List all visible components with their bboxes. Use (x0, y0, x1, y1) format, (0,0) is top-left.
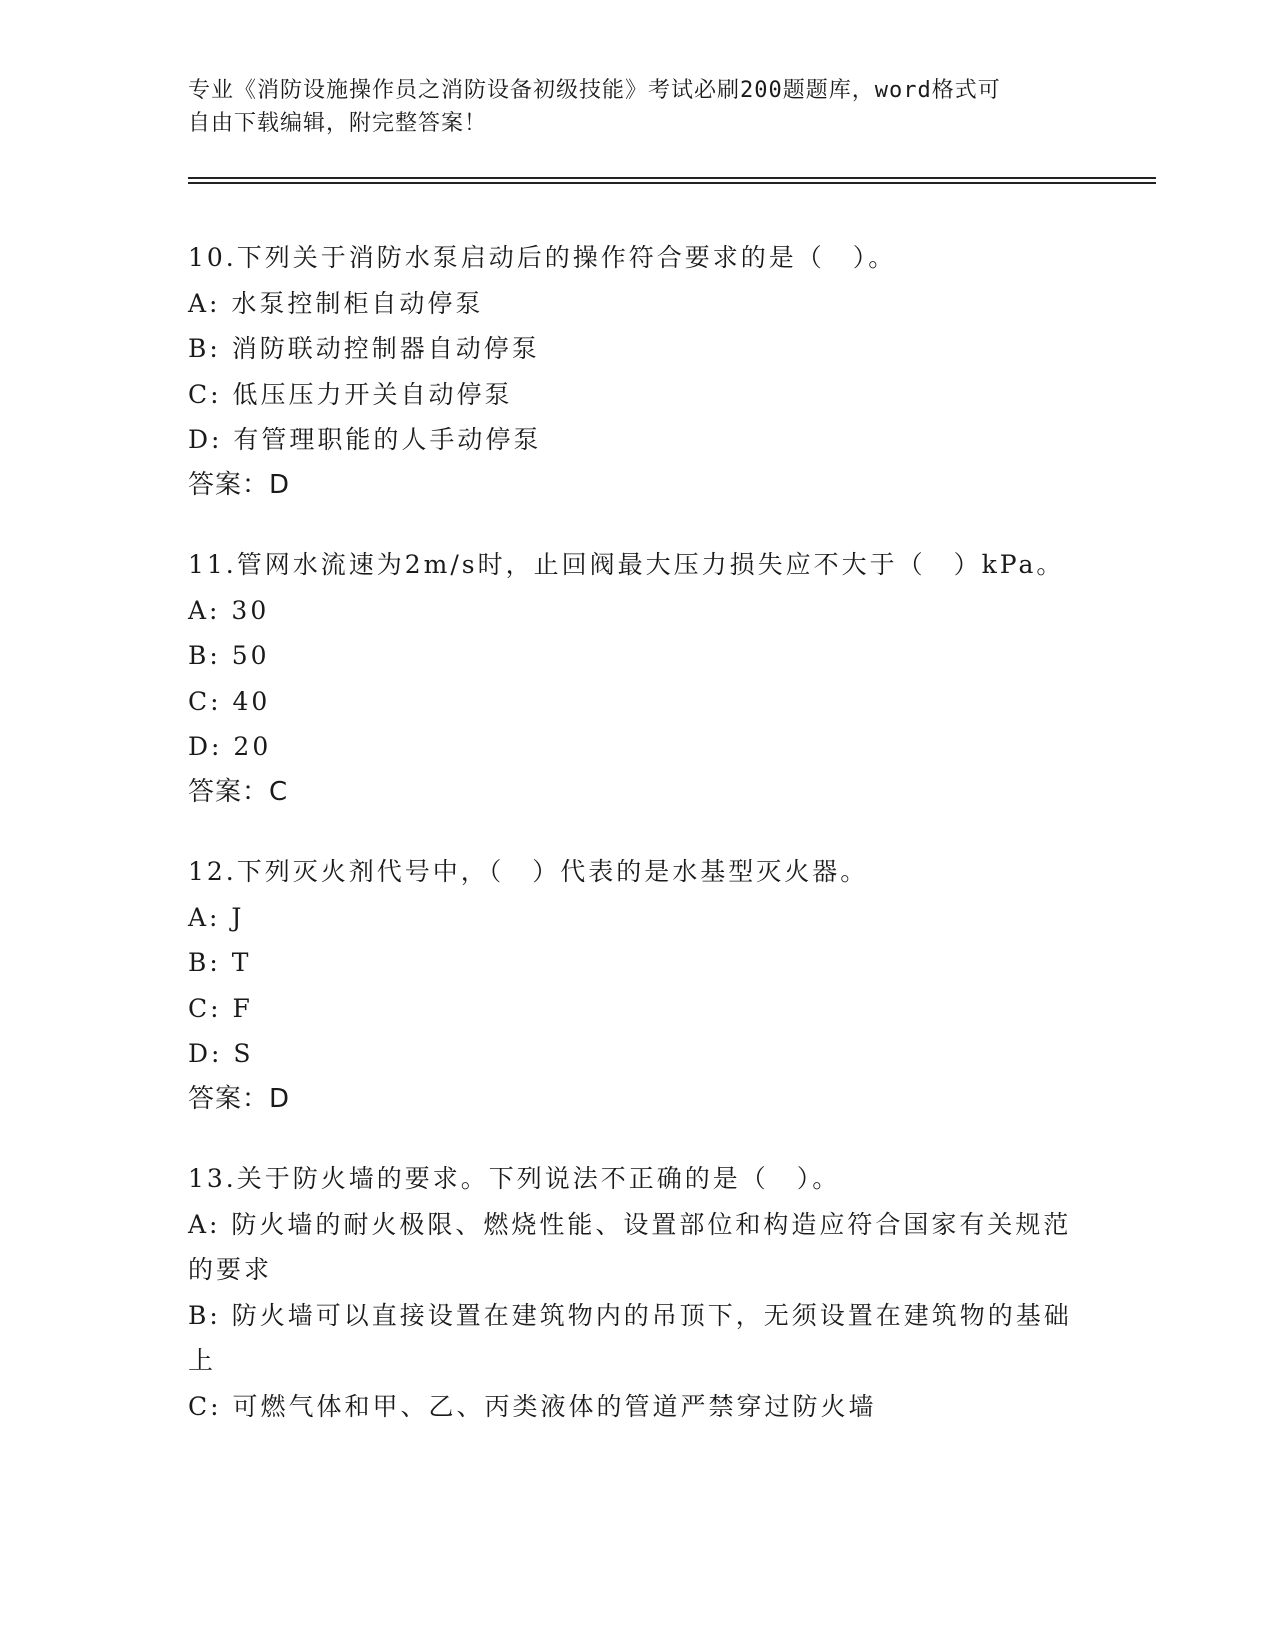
option-c: C: 40 (188, 686, 271, 716)
option-c: C: 可燃气体和甲、乙、丙类液体的管道严禁穿过防火墙 (188, 1391, 877, 1421)
answer-label: 答案：C (188, 776, 289, 807)
document-header (188, 74, 1088, 140)
header-divider-bottom (188, 182, 1156, 184)
option-a: A: 30 (188, 595, 270, 625)
question-10 (188, 235, 1088, 508)
question-12 (188, 849, 1088, 1122)
option-c: C: F (188, 993, 253, 1023)
question-11 (188, 542, 1088, 815)
question-stem: 11.管网水流速为2m/s时，止回阀最大压力损失应不大于（ ）kPa。 (188, 550, 1065, 579)
option-c: C: 低压压力开关自动停泵 (188, 379, 513, 409)
answer-label: 答案：D (188, 469, 291, 500)
question-stem: 13.关于防火墙的要求。下列说法不正确的是（ ）。 (188, 1164, 841, 1193)
option-b: B: 防火墙可以直接设置在建筑物内的吊顶下，无须设置在建筑物的基础上 (188, 1300, 1072, 1375)
question-stem: 10.下列关于消防水泵启动后的操作符合要求的是（ ）。 (188, 243, 897, 272)
option-b: B: 50 (188, 641, 270, 670)
option-d: D: 有管理职能的人手动停泵 (188, 425, 542, 454)
option-b: B: 消防联动控制器自动停泵 (188, 334, 540, 363)
question-list (188, 235, 1088, 1463)
option-a: A: 防火墙的耐火极限、燃烧性能、设置部位和构造应符合国家有关规范的要求 (188, 1209, 1072, 1284)
header-line-1: 专业《消防设施操作员之消防设备初级技能》考试必刷200题题库，word格式可 (188, 78, 1001, 103)
answer-label: 答案：D (188, 1083, 291, 1114)
header-line-2: 自由下载编辑，附完整答案！ (188, 111, 488, 136)
option-a: A: 水泵控制柜自动停泵 (188, 288, 484, 318)
option-d: D: S (188, 1039, 254, 1068)
option-d: D: 20 (188, 732, 272, 761)
option-a: A: J (188, 902, 245, 932)
question-stem: 12.下列灭火剂代号中，（ ）代表的是水基型灭火器。 (188, 857, 869, 886)
question-13 (188, 1156, 1088, 1429)
option-b: B: T (188, 948, 252, 977)
header-divider-top (188, 177, 1156, 179)
